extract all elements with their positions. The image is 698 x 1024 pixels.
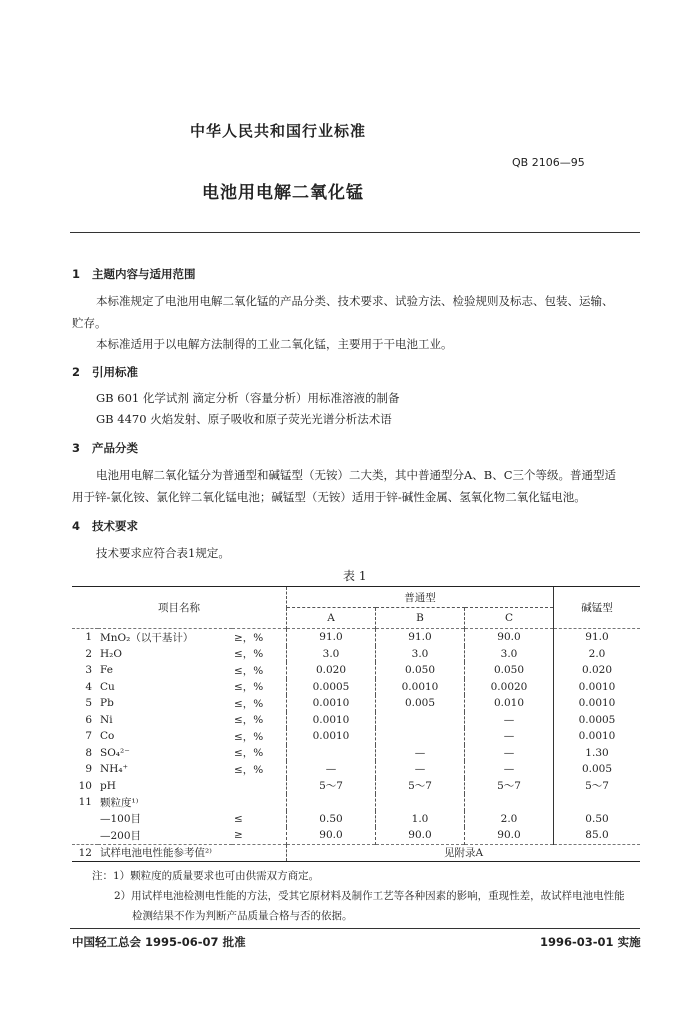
row-value-alkaline: 85.0 xyxy=(554,827,641,844)
row-unit: ≤，% xyxy=(234,747,264,760)
table-row xyxy=(72,745,640,762)
row-value-grade-a: 0.50 xyxy=(287,811,376,828)
row-value-grade-b: 90.0 xyxy=(376,827,465,844)
row-value-grade-c: 90.0 xyxy=(465,827,554,844)
grade-c-header: C xyxy=(465,608,554,629)
row-value-grade-b: — xyxy=(376,761,465,778)
reference-gb4470: GB 4470 火焰发射、原子吸收和原子荧光光谱分析法术语 xyxy=(96,412,392,426)
row-unit: ≥ xyxy=(234,829,243,842)
row-value-grade-c: — xyxy=(465,712,554,729)
table-caption: 表 1 xyxy=(343,569,367,583)
row-value-alkaline: 0.50 xyxy=(554,811,641,828)
row-value-grade-a: 0.0010 xyxy=(287,712,376,729)
grade-b-header: B xyxy=(376,608,465,629)
table-row xyxy=(72,728,640,745)
section-number: 4 xyxy=(72,519,81,533)
row-value-grade-a: 0.0005 xyxy=(287,679,376,696)
row-number: 7 xyxy=(85,730,92,743)
row-number xyxy=(72,827,98,844)
row-item-name: —100目 xyxy=(100,813,142,826)
footer-divider xyxy=(70,928,640,929)
table-note-1: 注：1）颗粒度的质量要求也可由供需双方商定。 xyxy=(92,870,320,882)
document-title: 电池用电解二氧化锰 xyxy=(202,183,364,203)
section-3-heading xyxy=(72,440,138,456)
table-row xyxy=(72,695,640,712)
row-unit: ≤，% xyxy=(234,681,264,694)
row-value-grade-a: 0.020 xyxy=(287,662,376,679)
section-1-heading xyxy=(72,266,196,282)
row-value-grade-b: 91.0 xyxy=(376,629,465,646)
row-value-alkaline: 91.0 xyxy=(554,629,641,646)
row-value-alkaline: 0.0010 xyxy=(554,728,641,745)
row-number: 12 xyxy=(72,844,98,862)
table-note-2-continued: 检测结果不作为判断产品质量合格与否的依据。 xyxy=(132,910,353,922)
table-row xyxy=(72,679,640,696)
table-row xyxy=(72,712,640,729)
row-item-name: Co xyxy=(100,730,115,743)
table-row xyxy=(72,811,640,828)
row-item-name: Fe xyxy=(100,664,113,677)
table-row xyxy=(72,761,640,778)
row-unit: ≤，% xyxy=(234,763,264,776)
row-value-grade-a: 90.0 xyxy=(287,827,376,844)
section-number: 2 xyxy=(72,365,81,379)
row-number: 6 xyxy=(85,713,92,726)
row-unit xyxy=(232,778,287,795)
table-row xyxy=(72,794,640,811)
row-unit: ≥，% xyxy=(232,629,287,646)
row-value-reference: 见附录A xyxy=(287,844,641,862)
row-value-alkaline: 0.005 xyxy=(554,761,641,778)
title-divider xyxy=(70,232,640,233)
row-value-alkaline: 0.0010 xyxy=(554,695,641,712)
row-item-name: Ni xyxy=(100,713,113,726)
row-value-grade-c: 0.050 xyxy=(465,662,554,679)
row-item-name: SO₄²⁻ xyxy=(100,746,130,759)
row-value-grade-a: 0.0010 xyxy=(287,728,376,745)
row-value-alkaline: 0.0005 xyxy=(554,712,641,729)
row-number: 1 xyxy=(72,629,98,646)
row-unit: ≤，% xyxy=(234,714,264,727)
section-4-paragraph: 技术要求应符合表1规定。 xyxy=(96,546,230,560)
row-item-name: 颗粒度¹⁾ xyxy=(100,796,139,809)
row-value-alkaline: 0.0010 xyxy=(554,679,641,696)
row-unit: ≤ xyxy=(234,812,243,825)
row-value-grade-a: 3.0 xyxy=(287,646,376,663)
row-number: 4 xyxy=(85,680,92,693)
row-unit: ≤，% xyxy=(234,648,264,661)
section-1-paragraph-2: 本标准适用于以电解方法制得的工业二氧化锰，主要用于干电池工业。 xyxy=(96,337,453,351)
row-number: 5 xyxy=(85,697,92,710)
spec-table xyxy=(72,586,640,862)
table-row xyxy=(72,662,640,679)
row-value-grade-a: 91.0 xyxy=(287,629,376,646)
row-value-grade-c xyxy=(465,794,554,811)
table-row-electrical xyxy=(72,844,640,862)
section-1-paragraph-1: 本标准规定了电池用电解二氧化锰的产品分类、技术要求、试验方法、检验规则及标志、包装、运输、贮存。 xyxy=(72,294,614,330)
table-row xyxy=(72,778,640,795)
section-title: 技术要求 xyxy=(92,519,138,533)
row-item-name: 试样电池电性能参考值²⁾ xyxy=(98,844,287,862)
section-title: 主题内容与适用范围 xyxy=(92,267,196,281)
row-item-name: Cu xyxy=(100,680,115,693)
row-item-name: Pb xyxy=(100,697,114,710)
row-value-grade-a xyxy=(287,745,376,762)
row-number: 11 xyxy=(78,796,92,809)
row-item-name: MnO₂（以干基计） xyxy=(98,629,232,646)
row-value-alkaline: 2.0 xyxy=(554,646,641,663)
row-value-grade-a: — xyxy=(287,761,376,778)
table-header-row xyxy=(72,587,640,608)
row-value-grade-b xyxy=(376,794,465,811)
row-value-alkaline: 5～7 xyxy=(554,778,641,795)
row-item-name: H₂O xyxy=(100,647,122,660)
implementation-date: 1996-03-01 实施 xyxy=(540,935,641,949)
section-2-heading xyxy=(72,364,138,380)
row-value-grade-c: 3.0 xyxy=(465,646,554,663)
row-value-grade-b: 0.0010 xyxy=(376,679,465,696)
row-value-grade-c: 90.0 xyxy=(465,629,554,646)
row-number xyxy=(72,811,98,828)
issuing-body: 中华人民共和国行业标准 xyxy=(190,122,367,140)
section-number: 3 xyxy=(72,441,81,455)
row-item-name: NH₄⁺ xyxy=(100,763,129,776)
row-unit: ≤，% xyxy=(234,730,264,743)
row-number: 3 xyxy=(85,664,92,677)
row-value-grade-b: 1.0 xyxy=(376,811,465,828)
row-value-grade-c: — xyxy=(465,761,554,778)
row-value-grade-a: 0.0010 xyxy=(287,695,376,712)
row-value-alkaline: 0.020 xyxy=(554,662,641,679)
approval-info: 中国轻工总会 1995-06-07 批准 xyxy=(72,935,246,949)
header-normal-type: 普通型 xyxy=(287,587,554,608)
row-number: 8 xyxy=(85,746,92,759)
row-number: 9 xyxy=(85,763,92,776)
row-value-grade-a: 5～7 xyxy=(287,778,376,795)
row-item-name: —200目 xyxy=(100,829,142,842)
row-value-grade-b: 5～7 xyxy=(376,778,465,795)
header-item-name: 项目名称 xyxy=(72,587,287,629)
section-title: 引用标准 xyxy=(92,365,138,379)
table-row xyxy=(72,646,640,663)
row-unit xyxy=(232,794,287,811)
row-value-grade-b xyxy=(376,728,465,745)
row-value-grade-c: 0.0020 xyxy=(465,679,554,696)
row-item-name: pH xyxy=(100,779,116,792)
row-value-grade-c: — xyxy=(465,728,554,745)
grade-a-header: A xyxy=(287,608,376,629)
row-value-grade-b: 0.005 xyxy=(376,695,465,712)
row-number: 10 xyxy=(78,779,92,792)
row-value-grade-c: — xyxy=(465,745,554,762)
row-value-grade-b: — xyxy=(376,745,465,762)
row-value-grade-b xyxy=(376,712,465,729)
row-value-grade-c: 0.010 xyxy=(465,695,554,712)
row-value-alkaline: 1.30 xyxy=(554,745,641,762)
section-4-heading xyxy=(72,518,138,534)
row-value-grade-a xyxy=(287,794,376,811)
row-unit: ≤，% xyxy=(234,697,264,710)
row-value-grade-c: 5～7 xyxy=(465,778,554,795)
row-value-grade-b: 0.050 xyxy=(376,662,465,679)
table-row xyxy=(72,629,640,646)
row-number: 2 xyxy=(85,647,92,660)
row-value-grade-b: 3.0 xyxy=(376,646,465,663)
row-value-alkaline xyxy=(554,794,641,811)
section-number: 1 xyxy=(72,267,81,281)
header-alkaline-type: 碱锰型 xyxy=(554,587,641,629)
table-note-2: 2）用试样电池检测电性能的方法，受其它原材料及制作工艺等各种因素的影响，重现性差，故试样电池电性能 xyxy=(114,890,625,902)
section-3-paragraph: 电池用电解二氧化锰分为普通型和碱锰型（无铵）二大类，其中普通型分A、B、C三个等级。普通型适用于锌-氯化铵、氯化锌二氧化锰电池；碱锰型（无铵）适用于锌-碱性金属、氢氧化物二氧化锰电池。 xyxy=(72,468,617,504)
row-value-grade-c: 2.0 xyxy=(465,811,554,828)
reference-gb601: GB 601 化学试剂 滴定分析（容量分析）用标准溶液的制备 xyxy=(96,391,400,405)
standard-code: QB 2106—95 xyxy=(512,156,585,169)
table-row xyxy=(72,827,640,844)
section-title: 产品分类 xyxy=(92,441,138,455)
row-unit: ≤，% xyxy=(234,664,264,677)
